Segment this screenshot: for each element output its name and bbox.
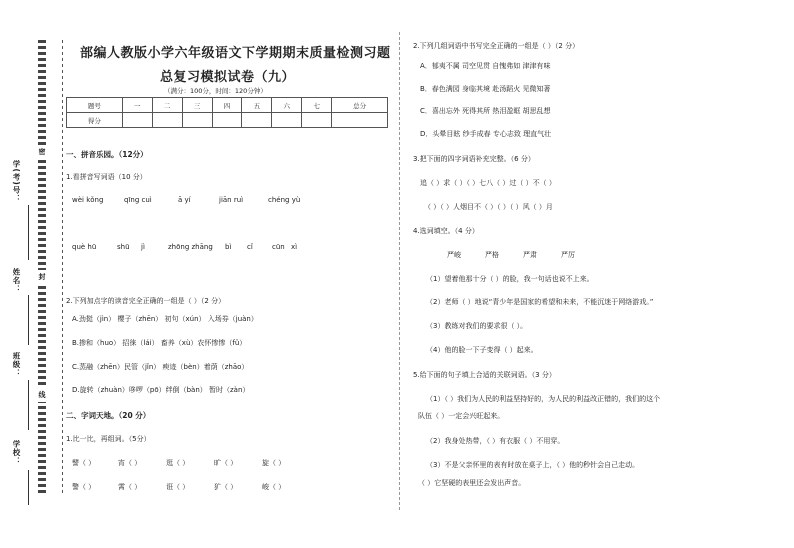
class-label: 班级： — [12, 352, 21, 378]
id-label: 学(考)号： — [12, 160, 21, 203]
id-line — [28, 205, 29, 260]
compare-item: 宵（ ） — [118, 459, 142, 467]
pinyin-item: què hū — [72, 243, 97, 251]
fill-row: （ ）（ ）人烟目不（ ）（ ）（ ）风（ ）月 — [424, 203, 553, 211]
question-5-title: 3.把下面的四字词语补充完整。（6 分） — [413, 155, 535, 163]
option-d: D．头晕目眩 纱手成春 专心志致 理直气壮 — [420, 130, 552, 138]
fill-sentence: （1）望着他那十分（ ）的脸，我一句话也说不上来。 — [426, 275, 594, 283]
pinyin-item: zhōng zhāng — [168, 243, 213, 251]
score-cell[interactable] — [272, 113, 302, 128]
pinyin-item: jiān ruì — [219, 196, 244, 204]
compare-item: 譬（ ） — [72, 459, 96, 467]
binding-strip — [0, 0, 68, 548]
word-choice: 严肃 — [523, 251, 537, 259]
fill-sentence: 队伍（ ）一定会兴旺起来。 — [418, 412, 505, 420]
word-choice: 严格 — [485, 251, 499, 259]
seal-word-xian: 线 — [36, 388, 48, 402]
question-2-title: 2.下列加点字的读音完全正确的一组是（ ）（2 分） — [66, 297, 226, 305]
score-header-cell: 七 — [302, 98, 332, 113]
column-divider — [399, 32, 400, 510]
score-header-cell: 五 — [242, 98, 272, 113]
compare-item: 峻（ ） — [262, 483, 286, 491]
pinyin-item: cūn — [272, 243, 285, 251]
score-header-cell: 题号 — [67, 98, 123, 113]
school-label: 学校： — [12, 440, 21, 466]
compare-item: 逛（ ） — [166, 459, 190, 467]
seal-word-feng: 封 — [36, 270, 48, 284]
option-b: B.掺和（huo） 招徕（lái） 畜养（xù）农怀惨惨（fǔ） — [72, 339, 247, 347]
option-c: C.蒸融（zhēn）民管（jǐn） 瘐迹（bèn）着荫（zhāo） — [72, 363, 249, 371]
score-header-cell: 三 — [182, 98, 212, 113]
compare-item: 旷（ ） — [214, 459, 238, 467]
seal-dashed-line — [62, 40, 63, 495]
question-1-title: 1.看拼音写词语（10 分） — [66, 173, 147, 181]
score-header-cell: 四 — [212, 98, 242, 113]
school-line — [28, 470, 29, 505]
question-4-title: 2.下列几组词语中书写完全正确的一组是（ ）（2 分） — [413, 42, 580, 50]
name-label: 姓名： — [12, 268, 21, 294]
score-cell[interactable] — [122, 113, 152, 128]
pinyin-item: bì — [225, 243, 232, 251]
option-c: C．喜出忘外 死得其所 热泪盈眶 胡思乱想 — [420, 107, 551, 115]
pinyin-item: wèi kǒng — [72, 196, 104, 204]
compare-item: 诳（ ） — [166, 483, 190, 491]
fill-sentence: （2）老师（ ）地说“青少年是国家的希望和未来，不能沉迷于网络游戏。” — [426, 298, 654, 306]
pinyin-item: shū — [117, 243, 130, 251]
score-row-label: 得分 — [67, 113, 123, 128]
pinyin-item: qīng cuì — [124, 196, 152, 204]
score-cell[interactable] — [182, 113, 212, 128]
score-header-cell: 二 — [152, 98, 182, 113]
compare-item: 犷（ ） — [214, 483, 238, 491]
pinyin-item: cǐ — [247, 243, 253, 251]
fill-row: 追（ ）求（ ）（ ）七八（ ）过（ ）不（ ） — [420, 179, 556, 187]
score-table-header-row — [67, 98, 388, 113]
compare-item: 警（ ） — [72, 483, 96, 491]
score-cell[interactable] — [242, 113, 272, 128]
pinyin-item: jì — [141, 243, 145, 251]
page-title: 部编人教版小学六年级语文下学期期末质量检测习题 — [80, 46, 391, 61]
word-choice: 严厉 — [561, 251, 575, 259]
option-a: A.劲挺（jìn） 樱子（zhēn） 初句（xún） 入场券（juàn） — [72, 315, 258, 323]
pinyin-item: ā yí — [178, 196, 191, 204]
option-d: D.旋转（zhuàn）哆啰（pō）绊倒（bàn） 暂时（zàn） — [72, 386, 250, 394]
class-line — [28, 380, 29, 430]
score-header-cell: 六 — [272, 98, 302, 113]
fill-sentence: （ ）它坚硬的表里还会发出声音。 — [418, 479, 526, 487]
question-6-title: 4.选词填空。（4 分） — [413, 227, 479, 235]
score-cell[interactable] — [212, 113, 242, 128]
word-choice: 严峻 — [447, 251, 461, 259]
score-header-cell: 总分 — [332, 98, 388, 113]
fill-sentence: （3）教练对我们的要求很（ ）。 — [426, 322, 528, 330]
exam-info: （满分：100分，时间：120分钟） — [164, 87, 267, 95]
section-1-title: 一、拼音乐园。（12分） — [66, 150, 148, 159]
page-subtitle: 总复习模拟试卷（九） — [160, 70, 296, 85]
score-header-cell: 一 — [122, 98, 152, 113]
score-table — [66, 97, 388, 128]
fill-sentence: （2）我身处热带，（ ）有衣服（ ）不用穿。 — [426, 437, 565, 445]
section-2-title: 二、字词天地。（20 分） — [66, 411, 151, 420]
score-table-score-row — [67, 113, 388, 128]
compare-item: 霄（ ） — [118, 483, 142, 491]
score-cell[interactable] — [302, 113, 332, 128]
score-cell[interactable] — [332, 113, 388, 128]
name-line — [28, 295, 29, 345]
fill-sentence: （3）不是父亲怀里的表有时放在桌子上，（ ）他的秒针会自己走动。 — [426, 461, 640, 469]
question-7-title: 5.给下面的句子填上合适的关联词语。（3 分） — [413, 371, 556, 379]
seal-dashed-rail — [38, 40, 46, 495]
seal-word-mi: 密 — [36, 145, 48, 159]
fill-sentence: （4）他的脸一下子变得（ ）起来。 — [426, 346, 538, 354]
option-b: B．春色满园 身临其境 赴汤蹈火 见微知著 — [420, 85, 551, 93]
option-a: A．郁夷不属 司空见贯 自愧弗如 津津有味 — [420, 62, 551, 70]
compare-item: 旋（ ） — [262, 459, 286, 467]
fill-sentence: （1）（ ）我们为人民的利益坚持好的，为人民的利益改正错的，我们的这个 — [426, 395, 661, 403]
score-cell[interactable] — [152, 113, 182, 128]
pinyin-item: xì — [291, 243, 298, 251]
question-3-title: 1.比一比，再组词。（5分） — [66, 435, 151, 443]
pinyin-item: chéng yù — [268, 196, 301, 204]
